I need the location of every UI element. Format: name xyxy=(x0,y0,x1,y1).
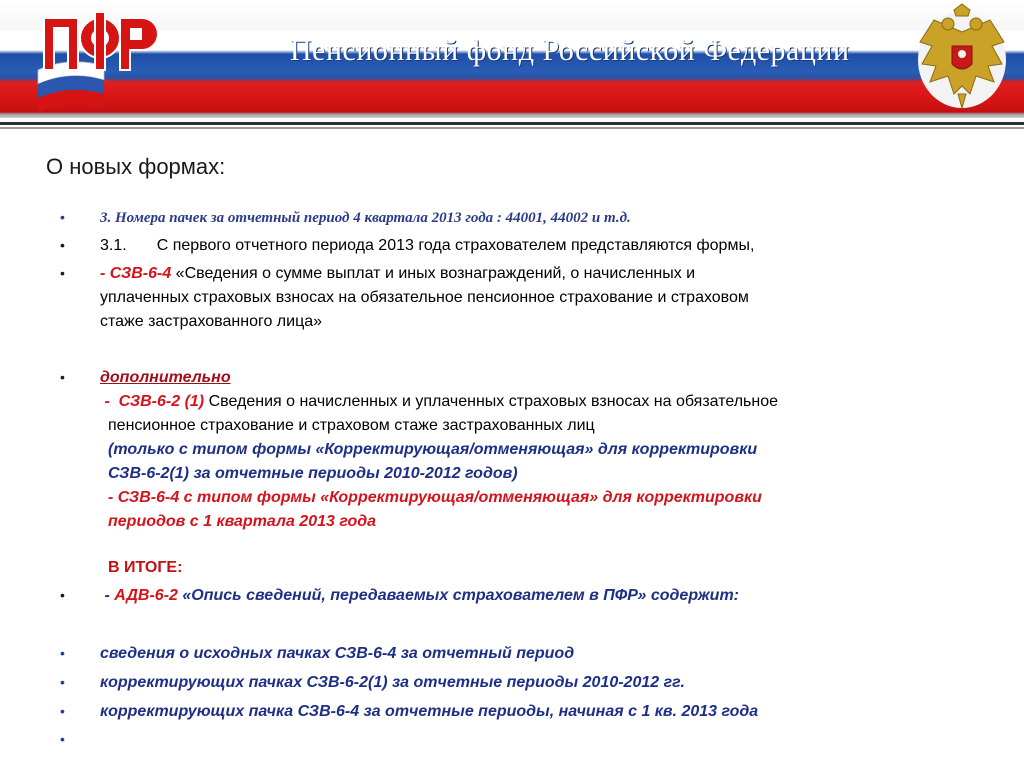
bullet-icon: • xyxy=(60,731,65,747)
item-text: С первого отчетного периода 2013 года страхователем представляются формы, xyxy=(156,237,755,254)
form-code-szv-6-4: СЗВ-6-4 xyxy=(109,265,172,282)
correction-note-line: СЗВ-6-2(1) за отчетные периоды 2010-2012 годов) xyxy=(108,465,518,482)
item-adv-6-2 xyxy=(100,584,980,608)
dash: - xyxy=(100,587,115,604)
form-description: «Опись сведений, передаваемых страхователем в ПФР» содержит: xyxy=(177,587,739,604)
item-batch-numbers: 3. Номера пачек за отчетный период 4 квартала 2013 года : 44001, 44002 и т.д. xyxy=(100,210,631,226)
form-description-line: пенсионное страхование и страховом стаже застрахованных лиц xyxy=(108,417,595,434)
header-banner xyxy=(0,0,1024,118)
header-title: Пенсионный фонд Российской Федерации xyxy=(290,34,850,67)
bullet-icon: • xyxy=(60,587,65,603)
slide-heading: О новых формах: xyxy=(46,154,226,179)
bullet-icon: • xyxy=(60,674,65,690)
form-code-szv-6-2: СЗВ-6-2 (1) xyxy=(118,393,205,410)
bullet-icon: • xyxy=(60,369,65,385)
coat-of-arms-emblem xyxy=(914,2,1010,114)
item-original-batches: сведения о исходных пачках СЗВ-6-4 за отчетный период xyxy=(100,645,575,662)
header-rule-dark xyxy=(0,122,1024,125)
summary-label: В ИТОГЕ: xyxy=(108,559,183,576)
dash: - xyxy=(100,265,110,282)
correction-szv-6-4-line: периодов с 1 квартала 2013 года xyxy=(108,513,377,530)
bullet-icon: • xyxy=(60,209,65,225)
correction-szv-6-4-line: - СЗВ-6-4 с типом формы «Корректирующая/отменяющая» для корректировки xyxy=(108,489,762,506)
item-number: 3.1. xyxy=(100,237,127,254)
form-description-line: уплаченных страховых взносах на обязательное пенсионное страхование и страховом xyxy=(100,289,749,306)
dash: - xyxy=(100,393,119,410)
additional-forms-details xyxy=(108,414,988,534)
bullet-icon: • xyxy=(60,237,65,253)
bullet-icon: • xyxy=(60,645,65,661)
correction-note-line: (только с типом формы «Корректирующая/отменяющая» для корректировки xyxy=(108,441,758,458)
bullet-icon: • xyxy=(60,703,65,719)
label-additionally: дополнительно xyxy=(100,369,231,386)
form-description: Сведения о начисленных и уплаченных страховых взносах на обязательное xyxy=(204,393,779,410)
item-forms-intro xyxy=(100,234,980,258)
item-correction-batches-szv-6-2: корректирующих пачках СЗВ-6-2(1) за отчетные периоды 2010-2012 гг. xyxy=(100,674,685,691)
header-rule-light xyxy=(0,127,1024,129)
item-correction-batches-szv-6-4: корректирующих пачка СЗВ-6-4 за отчетные периоды, начиная с 1 кв. 2013 года xyxy=(100,703,759,720)
pfr-logo xyxy=(30,4,160,114)
item-szv-6-4 xyxy=(100,262,980,334)
form-description-line: стаже застрахованного лица» xyxy=(100,313,323,330)
additional-forms-block xyxy=(100,390,980,414)
form-code-adv-6-2: АДВ-6-2 xyxy=(114,587,178,604)
form-description: «Сведения о сумме выплат и иных вознаграждений, о начисленных и xyxy=(171,265,696,282)
bullet-icon: • xyxy=(60,265,65,281)
